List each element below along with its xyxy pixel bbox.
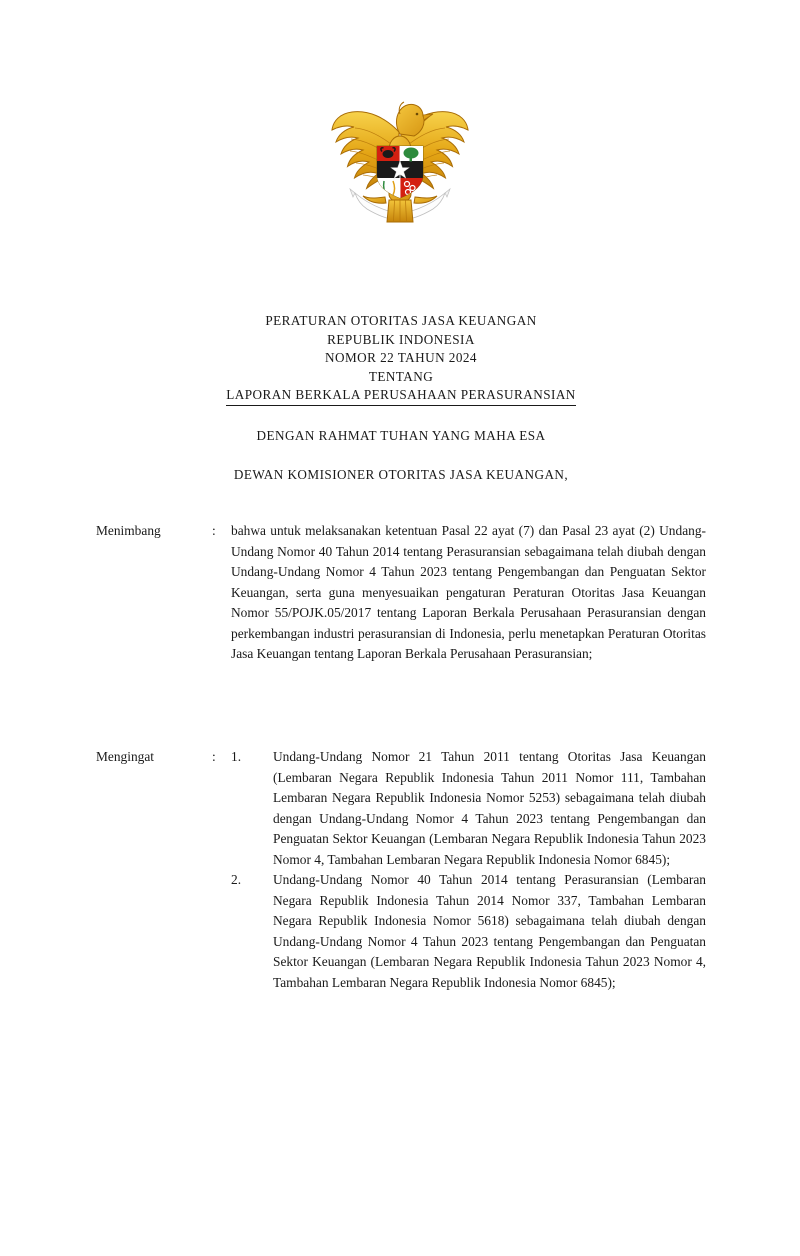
list-item-text: Undang-Undang Nomor 40 Tahun 2014 tentang Perasuransian (Lembaran Negara Republik Indonesia Tahun 2014 Nomor 337, Tambahan Lembaran Negara Republik Indonesia Nomor 5618) sebagaimana telah diubah dengan Undang-Undang Nomor 4 Tahun 2023 tentang Pengembangan dan Penguatan Sektor Keuangan (Lembaran Negara Republik Indonesia Tahun 2023 Nomor 4, Tambahan Lembaran Negara Republik Indonesia Nomor 6845); — [273, 872, 706, 990]
title-line-5: LAPORAN BERKALA PERUSAHAAN PERASURANSIAN — [226, 386, 576, 406]
clause-colon-menimbang: : — [212, 523, 216, 538]
list-item-text: Undang-Undang Nomor 21 Tahun 2011 tentang Otoritas Jasa Keuangan (Lembaran Negara Republik Indonesia Tahun 2011 Nomor 111, Tambahan Lembaran Negara Republik Indonesia Nomor 5253) sebagaimana telah diubah dengan Undang-Undang Nomor 4 Tahun 2023 tentang Pengembangan dan Penguatan Sektor Keuangan (Lembaran Negara Republik Indonesia Tahun 2023 Nomor 4, Tambahan Lembaran Negara Republik Indonesia Nomor 6845); — [273, 749, 706, 867]
list-item — [231, 747, 706, 870]
blessing-line: DENGAN RAHMAT TUHAN YANG MAHA ESA — [256, 427, 546, 443]
menimbang-paragraph: bahwa untuk melaksanakan ketentuan Pasal 22 ayat (7) dan Pasal 23 ayat (2) Undang-Undang Nomor 40 Tahun 2014 tentang Perasuransian sebagaimana telah diubah dengan Undang-Undang Nomor 4 Tahun 2023 tentang Pengembangan dan Penguatan Sektor Keuangan, serta guna menyesuaikan pengaturan Peraturan Otoritas Jasa Keuangan Nomor 55/POJK.05/2017 tentang Laporan Berkala Perusahaan Perasuransian dengan perkembangan industri perasuransian di Indonesia, perlu menetapkan Peraturan Otoritas Jasa Keuangan tentang Laporan Berkala Perusahaan Perasuransian; — [231, 523, 706, 661]
emblem-container — [0, 86, 800, 226]
authority-line: DEWAN KOMISIONER OTORITAS JASA KEUANGAN, — [233, 466, 569, 482]
clause-label-mengingat: Mengingat — [96, 749, 155, 764]
title-line-1: PERATURAN OTORITAS JASA KEUANGAN — [265, 313, 537, 328]
garuda-tail-icon — [387, 200, 413, 222]
mengingat-list — [231, 747, 706, 993]
clause-body-mengingat — [231, 747, 706, 993]
clause-body-menimbang — [231, 521, 706, 665]
list-item — [231, 870, 706, 993]
title-line-3: NOMOR 22 TAHUN 2024 — [325, 350, 477, 366]
pancasila-shield-icon — [377, 146, 423, 201]
title-line-4: TENTANG — [368, 368, 434, 384]
title-block — [96, 312, 706, 484]
clause-label-menimbang: Menimbang — [96, 523, 161, 538]
list-item-marker: 2. — [231, 872, 242, 887]
clause-colon-mengingat: : — [212, 749, 216, 764]
clause-menimbang — [96, 521, 706, 665]
garuda-pancasila-emblem — [325, 86, 475, 226]
title-line-2: REPUBLIK INDONESIA — [327, 331, 475, 347]
clause-mengingat — [96, 747, 706, 993]
list-item-marker: 1. — [231, 749, 242, 764]
